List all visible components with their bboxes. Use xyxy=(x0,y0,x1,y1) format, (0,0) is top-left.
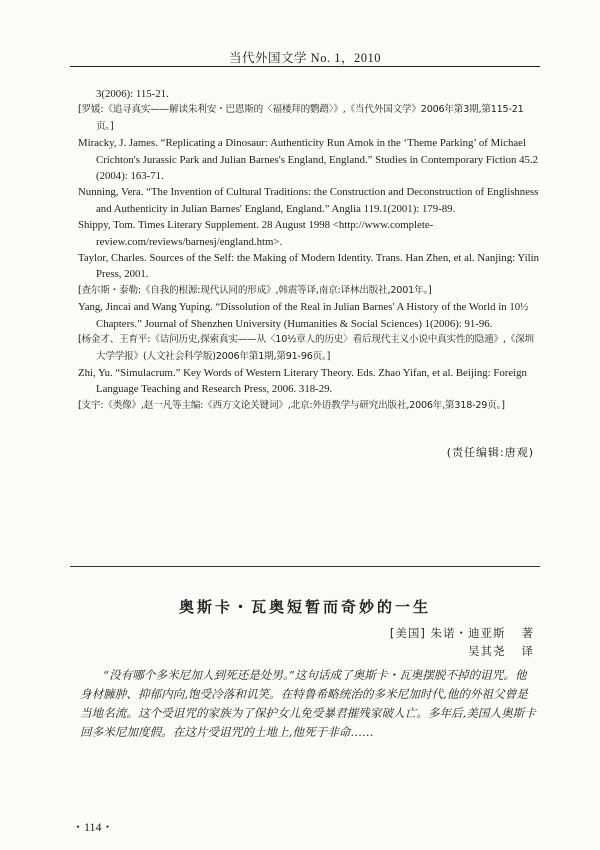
translator-line xyxy=(468,643,534,659)
author-line xyxy=(390,625,534,641)
reference-entry: 3(2006): 115-21. xyxy=(96,88,169,100)
section-divider xyxy=(70,566,540,567)
references-list xyxy=(78,86,540,414)
reference-entry-cn: [查尔斯・泰勒:《自我的根源:现代认同的形成》,韩震等译,南京:译林出版社,2001年。] xyxy=(78,284,432,296)
reference-entry-cn: [杨金才、王育平:《诘问历史,探索真实——从〈10½章人的历史〉看后现代主义小说中真实性的隐遁》,《深圳大学学报》(人文社会科学版)2006年第1期,第91-96页。] xyxy=(78,334,534,362)
translator-name: 吴其尧 xyxy=(468,644,506,658)
reference-entry: Zhi, Yu. “Simulacrum.” Key Words of Western Literary Theory. Eds. Zhao Yifan, et al. Beijing: Foreign Language Teaching and Research Press, 2006. 318-29. xyxy=(78,366,527,396)
page-number: ・114・ xyxy=(72,820,114,834)
reference-entry-cn: [罗媛:《追寻真实——解读朱利安・巴恩斯的〈福楼拜的鹦鹉〉》,《当代外国文学》2006年第3期,第115-21页。] xyxy=(78,104,524,132)
author-name: [美国] 朱诺・迪亚斯 xyxy=(389,626,506,640)
translator-role: 译 xyxy=(521,644,534,658)
author-role: 著 xyxy=(521,626,534,640)
editor-note: (责任编辑:唐观) xyxy=(446,446,534,459)
reference-entry: Yang, Jincai and Wang Yuping. “Dissolution of the Real in Julian Barnes' A History of the World in 10½ Chapters.” Journal of Shenzhen University (Humanities & Social Sciences) 1(2006): 91-96. xyxy=(78,301,529,330)
story-abstract: “没有哪个多米尼加人到死还是处男。”这句话成了奥斯卡・瓦奥摆脱不掉的诅咒。他身材臃肿、抑郁内向,饱受冷落和讥笑。在特鲁希略统治的多米尼加时代,他的外祖父曾是当地名流。这个受诅咒的家族为了保护女儿免受暴君摧残家破人亡。多年后,美国人奥斯卡回多米尼加度假。在这片受诅咒的土地上,他死于非命…… xyxy=(80,668,536,739)
header-rule xyxy=(70,66,540,67)
reference-entry: Miracky, J. James. “Replicating a Dinosaur: Authenticity Run Amok in the ‘Theme Parking’ of Michael Crichton's Jurassic Park and Julian Barnes's England, England.” Studies in Contemporary Fiction 45.2 (2004): 163-71. xyxy=(78,137,539,183)
reference-entry: Shippy, Tom. Times Literary Supplement. 28 August 1998 <http://www.complete-review.com/reviews/barnesj/england.htm>. xyxy=(78,219,434,248)
reference-entry: Nunning, Vera. “The Invention of Cultural Traditions: the Construction and Deconstruction of Englishness and Authenticity in Julian Barnes' England, England.” Anglia 119.1(2001): 179-89. xyxy=(78,186,539,215)
running-header: 当代外国文学 No. 1，2010 xyxy=(229,51,381,65)
story-title: 奥斯卡・瓦奥短暂而奇妙的一生 xyxy=(178,598,431,616)
reference-entry-cn: [支宇:《类像》,赵一凡等主编:《西方文论关键词》,北京:外语教学与研究出版社,2006年,第318-29页。] xyxy=(78,399,505,411)
reference-entry: Taylor, Charles. Sources of the Self: the Making of Modern Identity. Trans. Han Zhen, et al. Nanjing: Yilin Press, 2001. xyxy=(78,252,539,281)
